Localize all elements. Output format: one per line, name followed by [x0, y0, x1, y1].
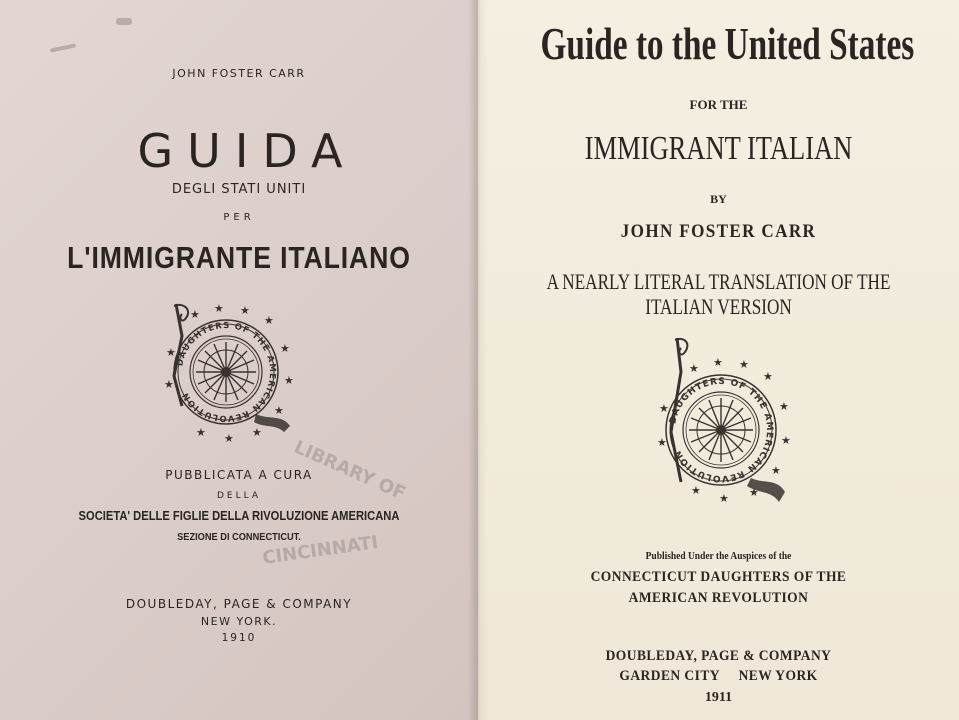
svg-text:★: ★ [739, 358, 749, 371]
left-title: GUIDA [137, 124, 357, 178]
right-sponsor-1: CONNECTICUT DAUGHTERS OF THE [590, 569, 847, 585]
svg-text:★: ★ [240, 304, 250, 317]
right-auspices: Published Under the Auspices of the [645, 550, 792, 562]
left-della: DELLA [216, 491, 261, 501]
svg-text:★: ★ [659, 402, 669, 415]
right-translation-note-1: A NEARLY LITERAL TRANSLATION OF THE [546, 269, 891, 294]
left-publisher: DOUBLEDAY, PAGE & COMPANY [125, 597, 353, 611]
svg-text:★: ★ [280, 342, 290, 355]
svg-text:★: ★ [771, 464, 781, 477]
right-by: BY [710, 192, 727, 206]
right-translation-note-2: ITALIAN VERSION [645, 294, 792, 319]
svg-text:★: ★ [657, 436, 667, 449]
left-year: 1910 [221, 632, 257, 644]
svg-text:★: ★ [781, 434, 791, 447]
left-city: NEW YORK. [200, 615, 278, 628]
svg-text:★: ★ [166, 346, 176, 359]
dar-emblem-icon [651, 332, 791, 522]
svg-text:★: ★ [252, 426, 262, 439]
right-author: JOHN FOSTER CARR [620, 221, 817, 242]
right-city: GARDEN CITY NEW YORK [619, 668, 818, 684]
svg-text:★: ★ [779, 400, 789, 413]
svg-text:★: ★ [763, 370, 773, 383]
svg-text:DAUGHTERS OF THE AMERICAN REVO: DAUGHTERS OF THE AMERICAN REVOLUTION [175, 320, 278, 424]
left-published-line: PUBBLICATA A CURA [165, 468, 313, 482]
left-title-page [0, 0, 478, 720]
svg-text:★: ★ [274, 404, 284, 417]
svg-text:★: ★ [164, 378, 174, 391]
right-publisher: DOUBLEDAY, PAGE & COMPANY [605, 648, 832, 664]
left-section: SEZIONE DI CONNECTICUT. [177, 531, 301, 543]
left-subtitle: DEGLI STATI UNITI [171, 182, 307, 197]
left-per: PER [223, 212, 255, 223]
svg-text:★: ★ [224, 432, 234, 445]
svg-text:★: ★ [284, 374, 294, 387]
svg-text:★: ★ [719, 492, 729, 505]
left-main-title: L'IMMIGRANTE ITALIANO [67, 240, 411, 275]
svg-text:★: ★ [689, 362, 699, 375]
svg-text:★: ★ [190, 308, 200, 321]
svg-text:★: ★ [691, 484, 701, 497]
svg-text:DAUGHTERS OF THE AMERICAN REVO: DAUGHTERS OF THE AMERICAN REVOLUTION [668, 376, 775, 484]
dar-emblem-icon [156, 296, 296, 446]
svg-text:★: ★ [214, 302, 224, 315]
right-main-title: IMMIGRANT ITALIAN [584, 130, 853, 167]
svg-text:★: ★ [264, 314, 274, 327]
right-sponsor-2: AMERICAN REVOLUTION [628, 590, 809, 606]
right-for-the: FOR THE [689, 97, 748, 112]
right-title-page [478, 0, 959, 720]
right-year: 1911 [704, 690, 733, 705]
left-author: JOHN FOSTER CARR [172, 67, 306, 80]
svg-text:★: ★ [713, 356, 723, 369]
left-society: SOCIETA' DELLE FIGLIE DELLA RIVOLUZIONE AMERICANA [78, 508, 400, 523]
right-title: Guide to the United States [540, 19, 915, 69]
library-stamp-line-1: LIBRARY OF [290, 436, 409, 505]
library-stamp-line-2: CINCINNATI [261, 531, 380, 570]
svg-text:★: ★ [749, 486, 759, 499]
ink-smudge [50, 43, 76, 52]
book-gutter [468, 0, 488, 720]
ink-smudge [116, 18, 132, 25]
svg-text:★: ★ [196, 426, 206, 439]
